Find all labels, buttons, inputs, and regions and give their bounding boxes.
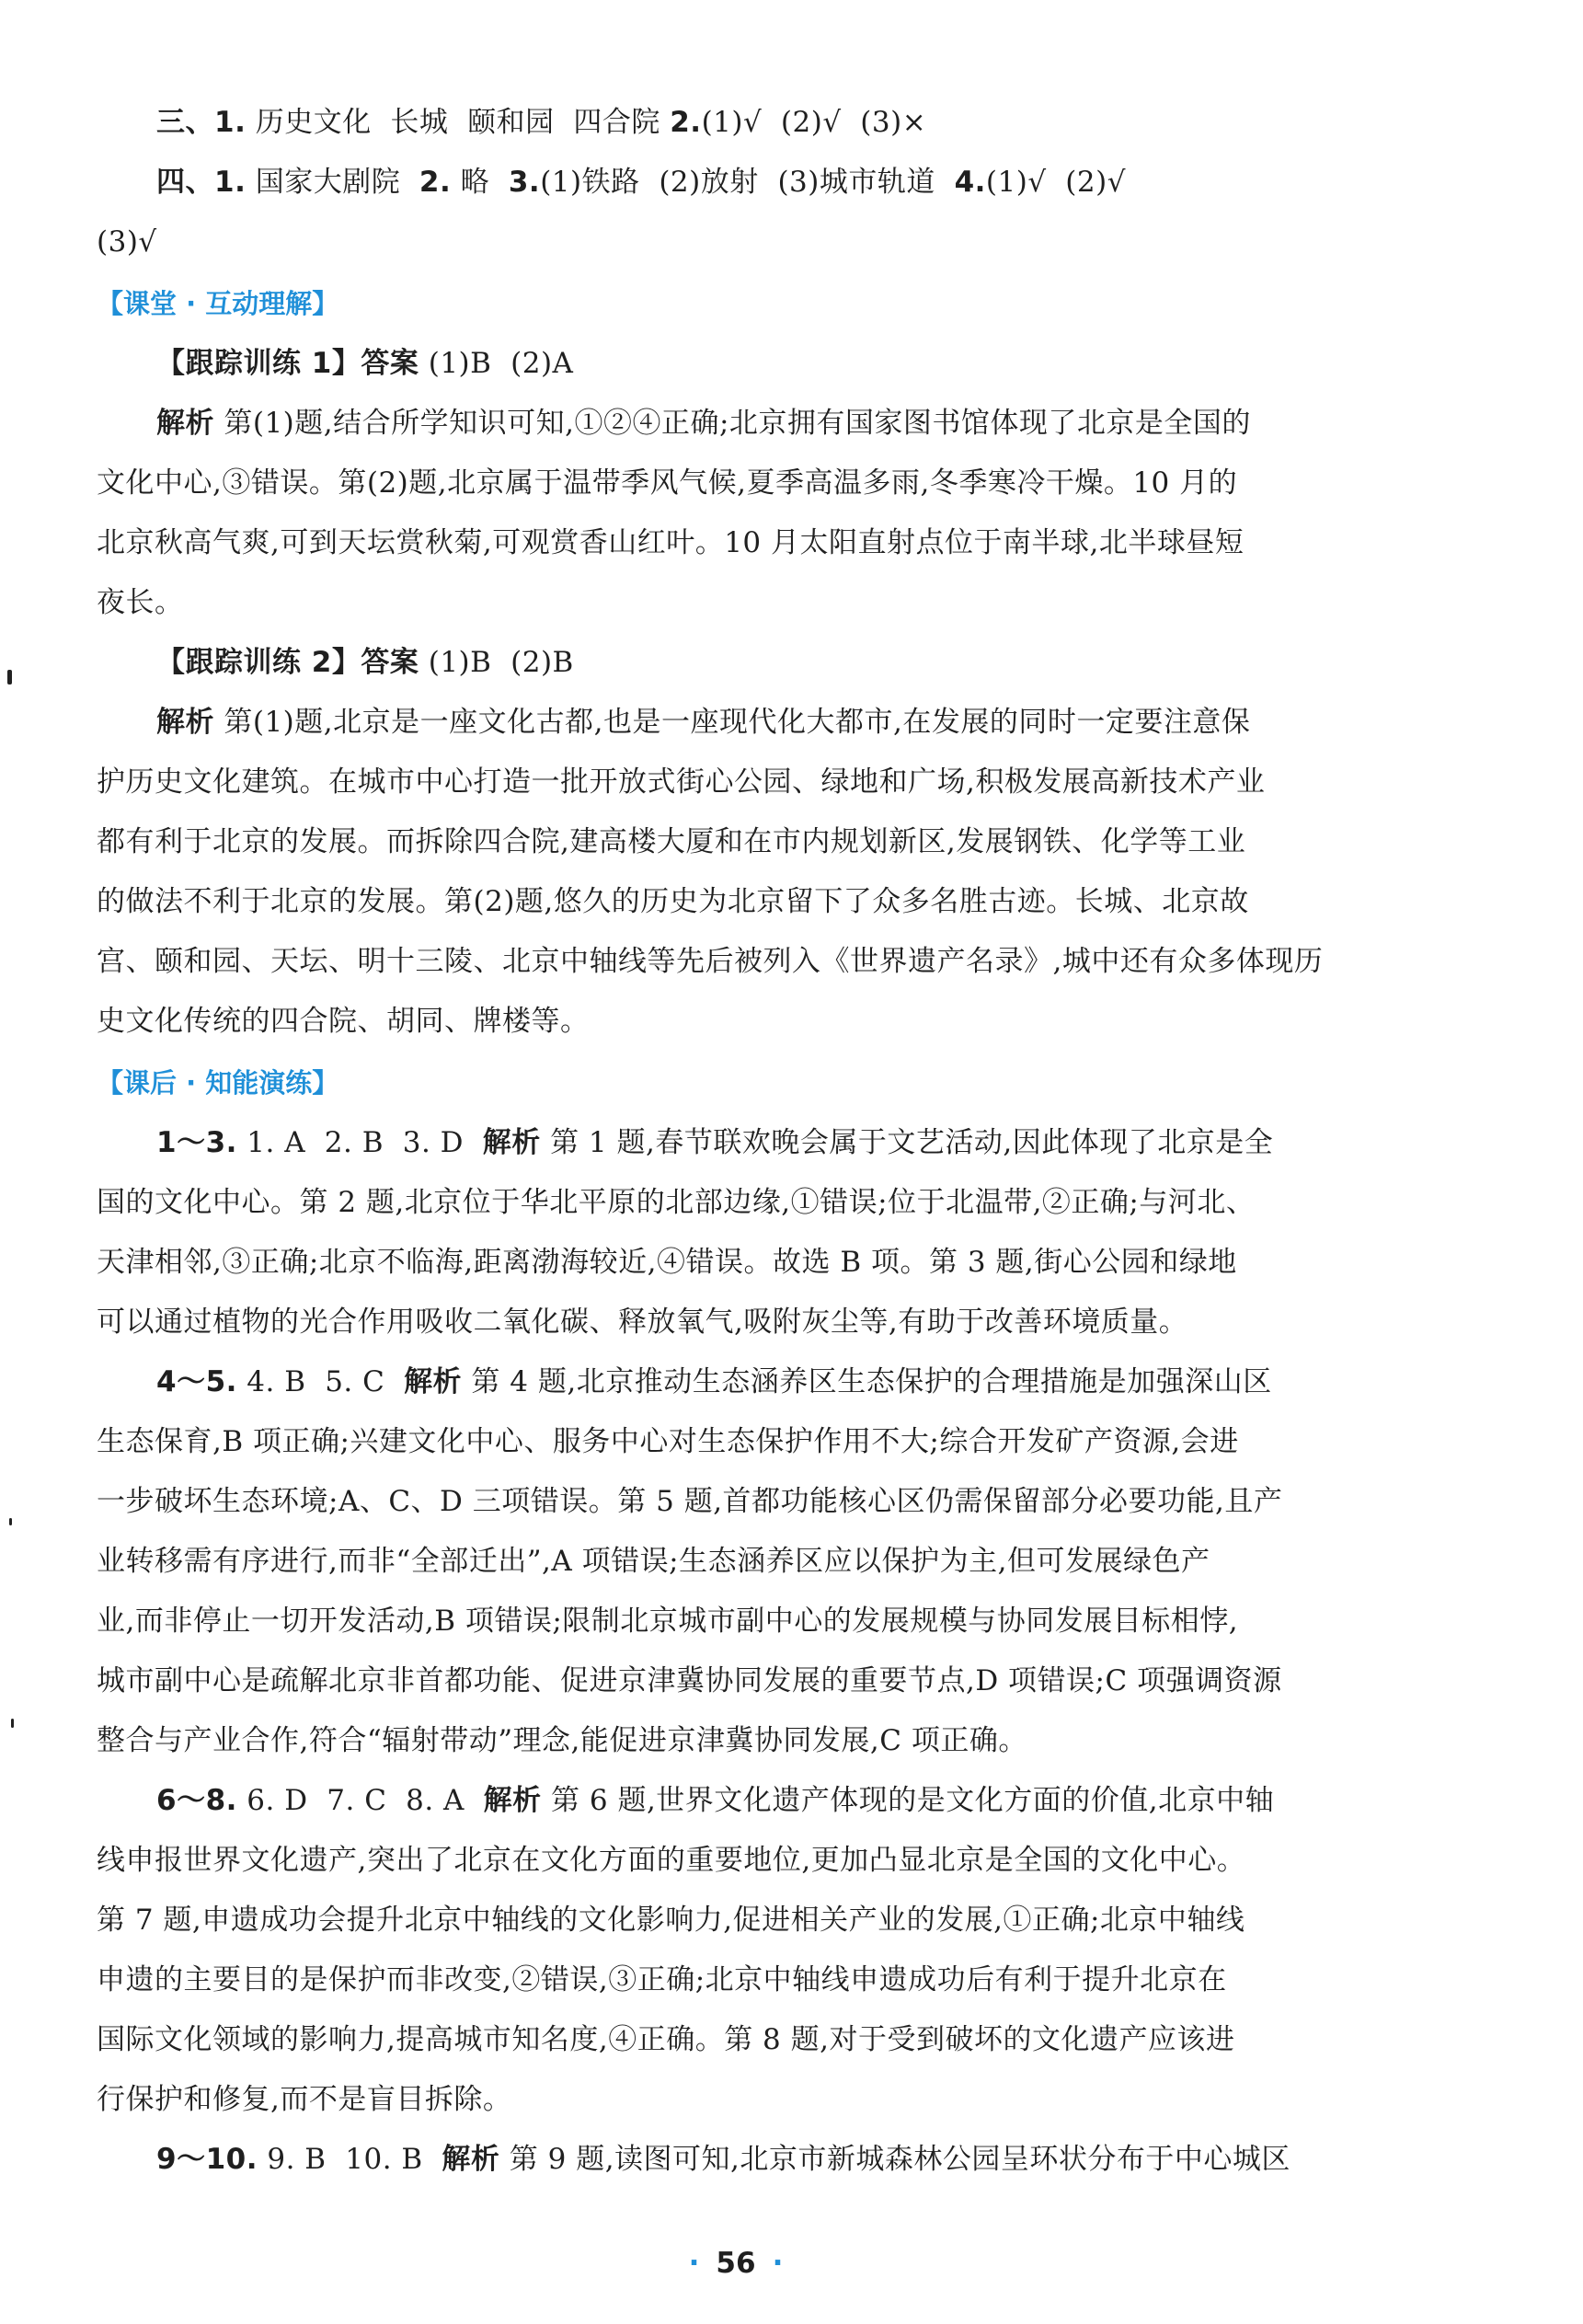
line-text: 国家大剧院	[246, 166, 419, 199]
line-text: 9. B 10. B	[258, 2143, 442, 2176]
bold-label: 解析	[482, 1126, 541, 1159]
text-line	[97, 1304, 1187, 1340]
line-text: 整合与产业合作,符合“辐射带动”理念,能促进京津冀协同发展,C 项正确。	[97, 1724, 1027, 1757]
line-text: 国际文化领域的影响力,提高城市知名度,④正确。第 8 题,对于受到破坏的文化遗产应该进	[97, 2023, 1235, 2056]
margin-mark	[11, 1719, 14, 1728]
line-text: 第(1)题,结合所学知识可知,①②④正确;北京拥有国家图书馆体现了北京是全国的	[214, 407, 1251, 440]
line-text: 申遗的主要目的是保护而非改变,②错误,③正确;北京中轴线申遗成功后有利于提升北京在	[97, 1963, 1227, 1996]
text-line	[97, 1483, 1282, 1520]
bold-label: 解析	[442, 2143, 500, 2176]
text-line	[97, 823, 1245, 860]
line-text: 生态保育,B 项正确;兴建文化中心、服务中心对生态保护作用不大;综合开发矿产资源,会进	[97, 1425, 1239, 1458]
line-text: (1)B (2)A	[419, 347, 574, 380]
bold-label: 2.	[670, 106, 702, 139]
page-number	[0, 2247, 1472, 2280]
text-line	[97, 1842, 1245, 1879]
line-text: (3)√	[97, 225, 157, 259]
text-line	[97, 2021, 1235, 2058]
section-heading: 【课后 · 知能演练】	[97, 1067, 339, 1099]
page-number-dot-left: ·	[688, 2247, 700, 2280]
line-text: 天津相邻,③正确;北京不临海,距离渤海较近,④错误。故选 B 项。第 3 题,街心公园和绿地	[97, 1246, 1237, 1279]
text-line	[97, 1244, 1237, 1281]
line-text: 业转移需有序进行,而非“全部迁出”,A 项错误;生态涵养区应以保护为主,但可发展绿色产	[97, 1545, 1210, 1578]
line-text: 史文化传统的四合院、胡同、牌楼等。	[97, 1005, 590, 1038]
text-line	[97, 224, 157, 260]
bold-label: 解析	[156, 407, 214, 440]
line-text: 6. D 7. C 8. A	[236, 1784, 484, 1817]
bold-label: 9～10.	[156, 2143, 258, 2176]
bold-label: 2.	[419, 166, 452, 199]
text-line	[156, 1124, 1273, 1161]
line-text: 第 7 题,申遗成功会提升北京中轴线的文化影响力,促进相关产业的发展,①正确;北京中轴线	[97, 1904, 1245, 1937]
text-line	[97, 1423, 1239, 1460]
margin-mark	[9, 1518, 12, 1525]
text-line	[97, 1003, 590, 1040]
line-text: 第 4 题,北京推动生态涵养区生态保护的合理措施是加强深山区	[462, 1365, 1272, 1398]
line-text: 第(1)题,北京是一座文化古都,也是一座现代化大都市,在发展的同时一定要注意保	[214, 706, 1251, 739]
text-line	[156, 164, 1126, 201]
text-line	[97, 1184, 1255, 1221]
text-line	[97, 1603, 1238, 1639]
line-text: 第 9 题,读图可知,北京市新城森林公园呈环状分布于中心城区	[499, 2143, 1290, 2176]
bold-label: 三、1.	[156, 106, 247, 139]
text-line	[97, 1543, 1210, 1580]
bold-label: 解析	[404, 1365, 463, 1398]
line-text: 文化中心,③错误。第(2)题,北京属于温带季风气候,夏季高温多雨,冬季寒冷干燥。10 月的	[97, 466, 1238, 500]
line-text: (1)√ (2)√	[985, 166, 1126, 199]
line-text: 北京秋高气爽,可到天坛赏秋菊,可观赏香山红叶。10 月太阳直射点位于南半球,北半球昼短	[97, 526, 1245, 559]
text-line	[97, 1662, 1282, 1699]
line-text: 国的文化中心。第 2 题,北京位于华北平原的北部边缘,①错误;位于北温带,②正确;与河北、	[97, 1186, 1256, 1219]
text-line	[97, 524, 1244, 561]
line-text: 一步破坏生态环境;A、C、D 三项错误。第 5 题,首都功能核心区仍需保留部分必要功能,且产	[97, 1485, 1283, 1518]
section-heading: 【课堂 · 互动理解】	[97, 288, 339, 319]
text-line	[97, 943, 1323, 980]
bold-label: 解析	[483, 1784, 542, 1817]
line-text: 行保护和修复,而不是盲目拆除。	[97, 2083, 512, 2116]
line-text: 可以通过植物的光合作用吸收二氧化碳、释放氧气,吸附灰尘等,有助于改善环境质量。	[97, 1306, 1188, 1339]
text-line	[156, 1363, 1272, 1400]
line-text: 护历史文化建筑。在城市中心打造一批开放式街心公园、绿地和广场,积极发展高新技术产业	[97, 765, 1266, 799]
bold-label: 3.	[508, 166, 541, 199]
text-line	[97, 1902, 1245, 1939]
line-text: 1. A 2. B 3. D	[236, 1126, 483, 1159]
line-text: 城市副中心是疏解北京非首都功能、促进京津冀协同发展的重要节点,D 项错误;C 项强调资源	[97, 1664, 1282, 1697]
line-text: 4. B 5. C	[236, 1365, 405, 1398]
text-line	[97, 764, 1265, 800]
text-line	[156, 644, 574, 681]
line-text: 第 6 题,世界文化遗产体现的是文化方面的价值,北京中轴	[541, 1784, 1275, 1817]
text-line	[156, 104, 926, 141]
bold-label: 4～5.	[156, 1365, 237, 1398]
line-text: (1)√ (2)√ (3)×	[701, 106, 927, 139]
text-line	[156, 345, 573, 382]
line-text: (1)B (2)B	[419, 646, 574, 679]
line-text: 略	[451, 166, 509, 199]
line-text: 线申报世界文化遗产,突出了北京在文化方面的重要地位,更加凸显北京是全国的文化中心。	[97, 1844, 1246, 1877]
text-line	[156, 2141, 1290, 2178]
line-text: 夜长。	[97, 586, 184, 619]
bold-label: 解析	[156, 706, 214, 739]
text-line	[156, 1782, 1274, 1819]
text-line	[97, 584, 184, 621]
page-number-value: 56	[716, 2247, 756, 2280]
margin-mark	[7, 670, 12, 685]
line-text: 业,而非停止一切开发活动,B 项错误;限制北京城市副中心的发展规模与协同发展目标相悖,	[97, 1605, 1239, 1638]
line-text: 历史文化 长城 颐和园 四合院	[246, 106, 671, 139]
line-text: 第 1 题,春节联欢晚会属于文艺活动,因此体现了北京是全	[540, 1126, 1274, 1159]
text-line	[156, 704, 1250, 741]
line-text: 的做法不利于北京的发展。第(2)题,悠久的历史为北京留下了众多名胜古迹。长城、北京故	[97, 885, 1249, 918]
text-line	[156, 405, 1251, 442]
text-line	[97, 2081, 511, 2118]
bold-label: 【跟踪训练 2】答案	[156, 646, 419, 679]
line-text: (1)铁路 (2)放射 (3)城市轨道	[540, 166, 955, 199]
line-text: 都有利于北京的发展。而拆除四合院,建高楼大厦和在市内规划新区,发展钢铁、化学等工业	[97, 825, 1246, 858]
bold-label: 1～3.	[156, 1126, 237, 1159]
bold-label: 4.	[954, 166, 986, 199]
bold-label: 【跟踪训练 1】答案	[156, 347, 419, 380]
line-text: 宫、颐和园、天坛、明十三陵、北京中轴线等先后被列入《世界遗产名录》,城中还有众多体现历	[97, 945, 1324, 978]
text-line	[97, 883, 1249, 920]
text-line	[97, 465, 1237, 501]
bold-label: 6～8.	[156, 1784, 237, 1817]
text-line	[97, 1962, 1227, 1998]
bold-label: 四、1.	[156, 166, 247, 199]
page-number-dot-right: ·	[772, 2247, 784, 2280]
text-line	[97, 1722, 1027, 1759]
